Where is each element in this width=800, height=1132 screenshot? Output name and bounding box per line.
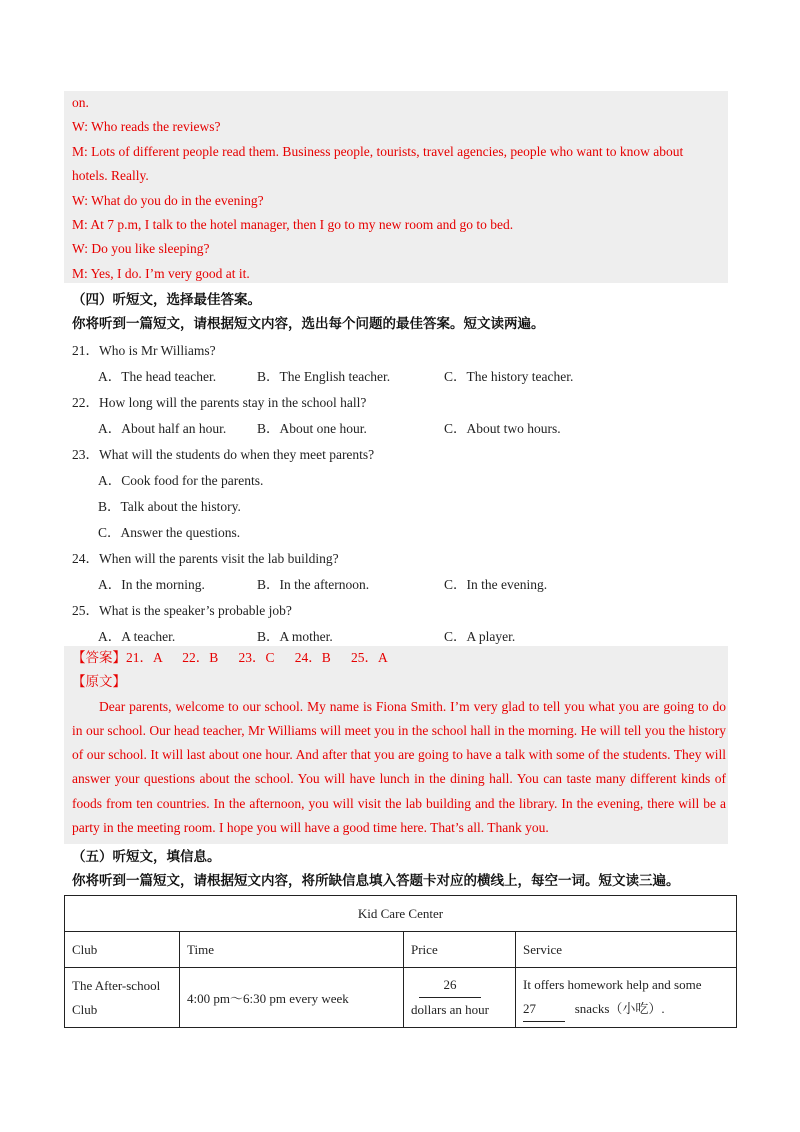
cell-time: 4:00 pm～6:30 pm every week bbox=[180, 968, 404, 1028]
section-4 bbox=[64, 288, 728, 650]
section-instruction: 你将听到一篇短文，请根据短文内容，选出每个问题的最佳答案。短文读两遍。 bbox=[72, 316, 545, 332]
answer-block bbox=[64, 646, 728, 844]
option-b: B．A mother. bbox=[257, 628, 333, 644]
option-b: B．About one hour. bbox=[257, 420, 367, 436]
question-22: 22．How long will the parents stay in the school hall? bbox=[72, 394, 367, 410]
options-21 bbox=[64, 364, 728, 390]
option-c-text: C．Answer the questions. bbox=[98, 524, 241, 540]
question-25: 25．What is the speaker’s probable job? bbox=[72, 602, 292, 618]
transcript-line: hotels. Really. bbox=[72, 168, 149, 184]
option-a-text: A．Cook food for the parents. bbox=[98, 472, 264, 488]
option-a: A．The head teacher. bbox=[98, 368, 217, 384]
question-21: 21．Who is Mr Williams? bbox=[72, 342, 216, 358]
transcript-top bbox=[64, 91, 728, 283]
answer-key: 【答案】21．A 22．B 23．C 24．B 25．A bbox=[72, 650, 388, 665]
options-24 bbox=[64, 572, 728, 598]
option-b bbox=[64, 494, 728, 520]
option-c: C．The history teacher. bbox=[444, 368, 574, 384]
transcript-line: M: At 7 p.m, I talk to the hotel manager, then I go to my new room and go to bed. bbox=[72, 216, 514, 232]
table-caption: Kid Care Center bbox=[65, 896, 737, 932]
option-b: B．The English teacher. bbox=[257, 368, 391, 384]
option-a bbox=[64, 468, 728, 494]
option-a: A．A teacher. bbox=[98, 628, 176, 644]
question-24: 24．When will the parents visit the lab building? bbox=[72, 550, 339, 566]
service-text-2: snacks（小吃）. bbox=[574, 1001, 665, 1016]
section-instruction: 你将听到一篇短文，请根据短文内容，将所缺信息填入答题卡对应的横线上，每空一词。短文读三遍。 bbox=[72, 873, 680, 889]
section-title: （五）听短文，填信息。 bbox=[72, 849, 221, 864]
service-text-1: It offers homework help and some bbox=[523, 977, 702, 992]
info-table bbox=[64, 895, 737, 1028]
question-list bbox=[64, 338, 728, 650]
section-title: （四）听短文，选择最佳答案。 bbox=[72, 292, 261, 307]
cell-price bbox=[404, 968, 516, 1028]
listening-passage bbox=[64, 695, 728, 840]
option-c: C．In the evening. bbox=[444, 576, 548, 592]
header-price: Price bbox=[404, 932, 516, 968]
source-label: 【原文】 bbox=[72, 674, 126, 690]
cell-service bbox=[516, 968, 737, 1028]
transcript-line: on. bbox=[72, 95, 89, 110]
options-22 bbox=[64, 416, 728, 442]
section-5 bbox=[64, 845, 728, 894]
blank-27[interactable]: 27 bbox=[523, 997, 565, 1022]
option-c bbox=[64, 520, 728, 546]
transcript-line: M: Lots of different people read them. Business people, tourists, travel agencies, people who want to know about bbox=[72, 143, 684, 159]
question-23: 23．What will the students do when they meet parents? bbox=[72, 446, 375, 462]
header-service: Service bbox=[516, 932, 737, 968]
option-c: C．A player. bbox=[444, 628, 516, 644]
transcript-line: M: Yes, I do. I’m very good at it. bbox=[72, 265, 250, 281]
transcript-line: W: What do you do in the evening? bbox=[72, 192, 264, 208]
option-b-text: B．Talk about the history. bbox=[98, 498, 241, 514]
option-b: B．In the afternoon. bbox=[257, 576, 370, 592]
passage-text: Dear parents, welcome to our school. My name is Fiona Smith. I’m very glad to tell you what you are going to do in our school. Our head teacher, Mr Williams will meet you in the school hall in the morning. He will tell you the history of our school. It will last about one hour. And after that you are going to have a talk with some of the students. They will answer your questions about the school. You will have lunch in the dining hall. You can taste many different kinds of foods from ten countries. In the afternoon, you will visit the lab building and the library. In the evening, there will be a party in the meeting room. I hope you will have a good time here. That’s all. Thank you. bbox=[72, 698, 726, 835]
transcript-line: W: Do you like sleeping? bbox=[72, 241, 210, 257]
header-time: Time bbox=[180, 932, 404, 968]
blank-26[interactable]: 26 bbox=[419, 973, 481, 998]
option-a: A．About half an hour. bbox=[98, 420, 227, 436]
header-club: Club bbox=[65, 932, 180, 968]
cell-club: The After-school Club bbox=[65, 968, 180, 1028]
option-c: C．About two hours. bbox=[444, 420, 561, 436]
price-unit: dollars an hour bbox=[411, 1002, 489, 1017]
transcript-line: W: Who reads the reviews? bbox=[72, 119, 221, 135]
option-a: A．In the morning. bbox=[98, 576, 205, 592]
